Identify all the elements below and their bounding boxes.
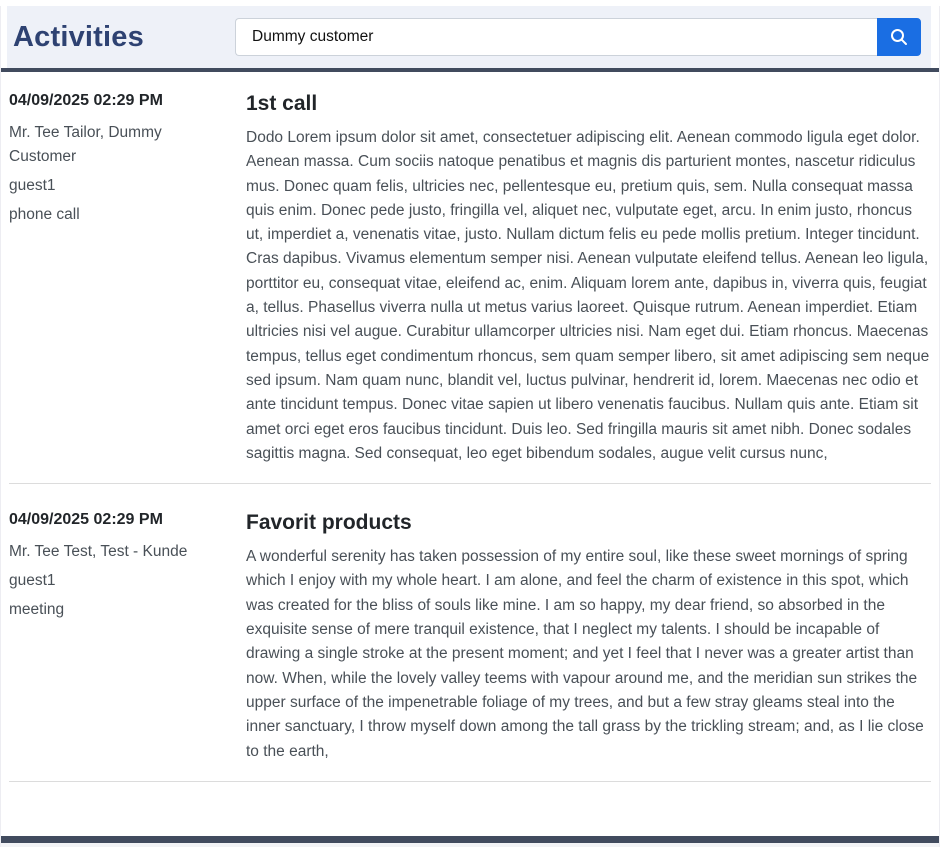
page-title: Activities — [13, 20, 144, 53]
activity-date: 04/09/2025 02:29 PM — [9, 92, 163, 109]
bottom-bar — [1, 836, 939, 843]
bottom-strip — [1, 843, 939, 847]
activity-customer: Mr. Tee Tailor, Dummy Customer — [9, 124, 162, 165]
entry-divider — [9, 781, 931, 782]
activity-user: guest1 — [9, 572, 56, 590]
activity-content — [246, 90, 931, 466]
activity-meta — [9, 509, 246, 764]
activities-list — [1, 72, 939, 782]
search-group — [235, 18, 921, 56]
header — [7, 6, 931, 68]
search-icon — [889, 27, 909, 47]
activity-title: Favorit products — [246, 511, 412, 535]
entry-divider — [9, 483, 931, 484]
activity-entry — [9, 72, 931, 466]
search-input[interactable] — [235, 18, 877, 56]
activity-user: guest1 — [9, 177, 56, 194]
activity-entry — [9, 501, 931, 764]
activity-text: A wonderful serenity has taken possession of my entire soul, like these sweet mornings of spring which I enjoy with my whole heart. I am alone, and feel the charm of existence in this spot, which was created for the bliss of souls like mine. I am so happy, my dear friend, so absorbed in the exquisite sense of mere tranquil existence, that I neglect my talents. I should be incapable of drawing a single stroke at the present moment; and yet I feel that I never was a greater artist than now. When, while the lovely valley teems with vapour around me, and the meridian sun strikes the upper surface of the impenetrable foliage of my trees, and but a few stray gleams steal into the inner sanctuary, I throw myself down among the tall grass by the trickling stream; and, as I lie close to the earth, — [246, 548, 924, 760]
activity-type: meeting — [9, 601, 65, 619]
activity-title: 1st call — [246, 92, 318, 115]
activity-content — [246, 509, 931, 764]
activity-text: Dodo Lorem ipsum dolor sit amet, consectetuer adipiscing elit. Aenean commodo ligula eget dolor. Aenean massa. Cum sociis natoque penatibus et magnis dis parturient montes, nascetur ridiculus mus. Donec quam felis, ultricies nec, pellentesque eu, pretium quis, sem. Nulla consequat massa quis enim. Donec pede justo, fringilla vel, aliquet nec, vulputate eget, arcu. In enim justo, rhoncus ut, imperdiet a, venenatis vitae, justo. Nullam dictum felis eu pede mollis pretium. Integer tincidunt. Cras dapibus. Vivamus elementum semper nisi. Aenean vulputate eleifend tellus. Aenean leo ligula, porttitor eu, consequat vitae, eleifend ac, enim. Aliquam lorem ante, dapibus in, viverra quis, feugiat a, tellus. Phasellus viverra nulla ut metus varius laoreet. Quisque rutrum. Aenean imperdiet. Etiam ultricies nisi vel augue. Curabitur ullamcorper ultricies nisi. Nam eget dui. Etiam rhoncus. Maecenas tempus, tellus eget condimentum rhoncus, sem quam semper libero, sit amet adipiscing sem neque sed ipsum. Nam quam nunc, blandit vel, luctus pulvinar, hendrerit id, lorem. Maecenas nec odio et ante tincidunt tempus. Donec vitae sapien ut libero venenatis faucibus. Nullam quis ante. Etiam sit amet orci eget eros faucibus tincidunt. Duis leo. Sed fringilla mauris sit amet nibh. Donec sodales sagittis magna. Sed consequat, leo eget bibendum sodales, augue velit cursus nunc, — [246, 129, 930, 462]
activity-type: phone call — [9, 206, 80, 223]
activity-meta — [9, 90, 246, 466]
search-button[interactable] — [877, 18, 921, 56]
activity-date: 04/09/2025 02:29 PM — [9, 511, 163, 529]
activity-customer: Mr. Tee Test, Test - Kunde — [9, 543, 188, 561]
